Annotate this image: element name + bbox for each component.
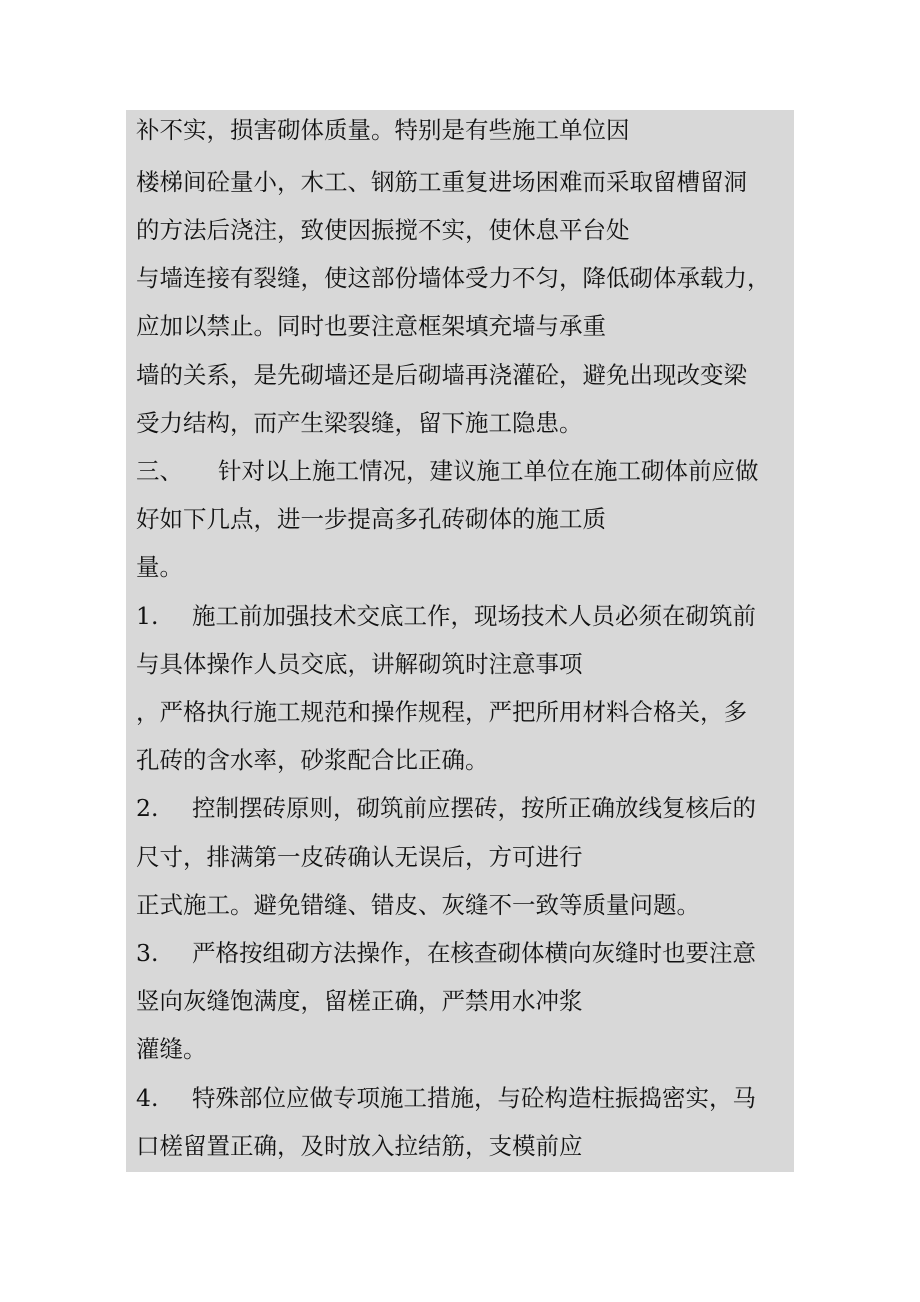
- text-line: 的方法后浇注，致使因振搅不实，使休息平台处: [136, 216, 630, 244]
- item-2-line: [136, 792, 756, 824]
- text-line: 灌缝。: [136, 1035, 207, 1063]
- text-line: 与墙连接有裂缝，使这部份墙体受力不匀，降低砌体承载力，: [136, 264, 771, 292]
- item-number: 4.: [136, 1084, 159, 1112]
- item-number: 3.: [136, 939, 159, 967]
- text-line: 孔砖的含水率，砂浆配合比正确。: [136, 746, 489, 774]
- item-3-line: [136, 937, 756, 969]
- text-line: 竖向灰缝饱满度，留槎正确，严禁用水冲浆: [136, 987, 583, 1015]
- text-line: 尺寸，排满第一皮砖确认无误后，方可进行: [136, 843, 583, 871]
- text-line: 施工前加强技术交底工作，现场技术人员必须在砌筑前: [192, 602, 756, 630]
- text-line: 针对以上施工情况，建议施工单位在施工砌体前应做: [218, 457, 759, 485]
- text-line: 墙的关系，是先砌墙还是后砌墙再浇灌砼，避免出现改变梁: [136, 361, 747, 389]
- text-line: 特殊部位应做专项施工措施，与砼构造柱振捣密实，马: [192, 1084, 756, 1112]
- text-line: 应加以禁止。同时也要注意框架填充墙与承重: [136, 312, 606, 340]
- section-number: 三、: [136, 457, 183, 485]
- text-line: 口槎留置正确，及时放入拉结筋，支模前应: [136, 1132, 583, 1160]
- text-line: ，严格执行施工规范和操作规程，严把所用材料合格关，多: [136, 698, 747, 726]
- item-number: 1.: [136, 602, 159, 630]
- text-line: 与具体操作人员交底，讲解砌筑时注意事项: [136, 650, 583, 678]
- text-line: 正式施工。避免错缝、错皮、灰缝不一致等质量问题。: [136, 891, 700, 919]
- text-line: 好如下几点，进一步提高多孔砖砌体的施工质: [136, 505, 606, 533]
- item-number: 2.: [136, 794, 159, 822]
- text-line: 受力结构，而产生梁裂缝，留下施工隐患。: [136, 409, 583, 437]
- section-three-line: [136, 455, 759, 487]
- item-4-line: [136, 1082, 756, 1114]
- document-text-block: [126, 110, 794, 1172]
- text-line: 控制摆砖原则，砌筑前应摆砖，按所正确放线复核后的: [192, 794, 756, 822]
- text-line: 补不实，损害砌体质量。特别是有些施工单位因: [136, 116, 630, 144]
- text-line: 严格按组砌方法操作，在核查砌体横向灰缝时也要注意: [192, 939, 756, 967]
- text-line: 楼梯间砼量小，木工、钢筋工重复进场困难而采取留槽留洞: [136, 168, 747, 196]
- item-1-line: [136, 600, 756, 632]
- text-line: 量。: [136, 553, 183, 581]
